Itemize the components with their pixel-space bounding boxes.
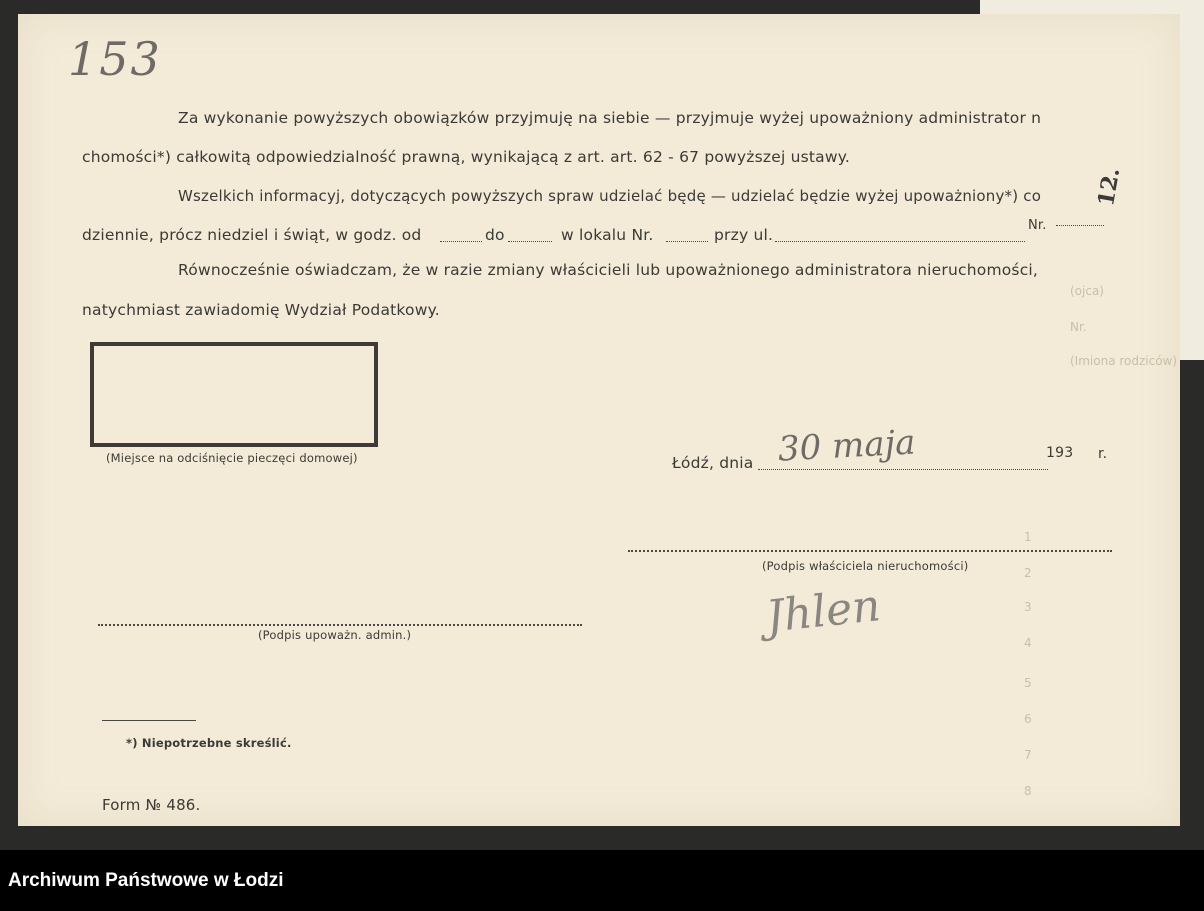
stamp-box [90,342,378,447]
bleed-through-text: (Imiona rodziców) [1070,354,1178,368]
bleed-through-text: 5 [1024,676,1032,690]
number-field [1056,225,1104,226]
archive-name: Archiwum Państwowe w Łodzi [8,870,284,891]
form-number: Form № 486. [102,796,201,814]
bleed-through-text: 1 [1024,530,1032,544]
side-number: 12. [1093,165,1126,209]
hours-to: do [485,226,505,244]
year-suffix: r. [1098,446,1108,462]
document-page [18,14,1180,826]
bleed-through-text: 6 [1024,712,1032,726]
admin-signature-line [98,624,582,626]
street-field [775,241,1025,242]
signature: Jhlen [763,580,883,643]
date-handwritten: 30 maja [777,422,917,470]
stamp-caption: (Miejsce na odciśnięcie pieczęci domowej) [106,451,358,465]
hours-street: przy ul. [714,226,774,244]
hours-from-field [440,241,482,242]
admin-signature-caption: (Podpis upoważn. admin.) [258,628,412,642]
archive-footer [0,850,1204,911]
owner-signature-caption: (Podpis właściciela nieruchomości) [762,559,969,573]
bleed-through-text: 3 [1024,600,1032,614]
paragraph2-line1: Wszelkich informacyj, dotyczących powyższych spraw udzielać będę — udzielać będzie wyżej upoważniony*) co [178,187,1042,205]
paragraph1-line2: chomości*) całkowitą odpowiedzialność prawną, wynikającą z art. art. 62 - 67 powyższej ustawy. [82,148,851,166]
paragraph1-line1: Za wykonanie powyższych obowiązków przyjmuję na siebie — przyjmuje wyżej upoważniony administrator n [178,109,1042,127]
page-number: 153 [68,32,162,86]
bleed-through-text: Nr. [1070,320,1087,334]
hours-premises: w lokalu Nr. [561,226,654,244]
year-prefix: 193 [1046,445,1074,461]
paragraph3-line2: natychmiast zawiadomię Wydział Podatkowy. [82,301,440,319]
premises-field [666,241,708,242]
bleed-through-text: 2 [1024,566,1032,580]
bleed-through-text: 4 [1024,636,1032,650]
bleed-through-text: 8 [1024,784,1032,798]
hours-daily: dziennie, prócz niedziel i świąt, w godz. od [82,226,422,244]
footnote-rule [102,720,196,721]
footnote: *) Niepotrzebne skreślić. [126,736,292,750]
date-field [758,469,1048,470]
bleed-through-text: (ojca) [1070,284,1104,298]
paragraph3-line1: Równocześnie oświadczam, że w razie zmiany właścicieli lub upoważnionego administratora nieruchomości, [178,261,1039,279]
bleed-through-text: 7 [1024,748,1032,762]
hours-to-field [508,241,552,242]
date-place: Łódź, dnia [672,454,754,472]
hours-number: Nr. [1028,218,1047,233]
owner-signature-line [628,550,1112,552]
